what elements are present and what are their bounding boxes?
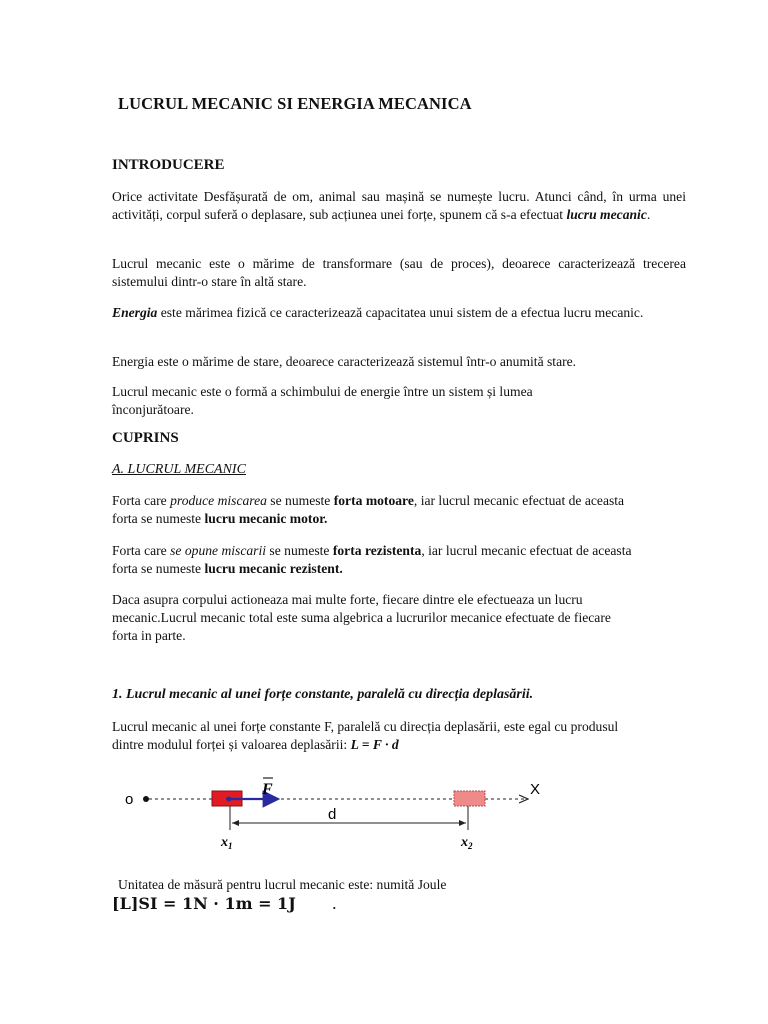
- section-a-title: A. LUCRUL MECANIC: [112, 462, 246, 477]
- intro-paragraph-2: Lucrul mecanic este o mărime de transformare (sau de proces), deoarece caracterizează trecerea sistemului dintr-o stare în altă stare.: [112, 256, 686, 289]
- section-1-paragraph: [112, 718, 632, 754]
- intro-p3-emphasis: Energia: [112, 305, 158, 320]
- cuprins-heading: CUPRINS: [112, 430, 179, 446]
- intro-paragraph-3: [112, 304, 654, 322]
- cuprins-p2-t2: se numeste: [266, 543, 333, 558]
- cuprins-p2-italic: se opune miscarii: [170, 543, 267, 558]
- cuprins-p2-bold-2: lucru mecanic rezistent.: [204, 561, 343, 576]
- distance-label: d: [328, 806, 337, 823]
- x2-label: $x_2$: [461, 835, 473, 851]
- cuprins-p1-t3: , iar lucrul mecanic efectuat de aceasta forta se numeste: [112, 493, 625, 526]
- unit-formula: [112, 894, 337, 913]
- unit-formula-text: [L]SI = 1N · 1m = 1J: [112, 894, 296, 913]
- cuprins-p1-bold-1: forta motoare: [333, 493, 414, 508]
- cuprins-paragraph-3: Daca asupra corpului actioneaza mai multe forte, fiecare dintre ele efectueaza un lucru mecanic.Lucrul mecanic total este suma algebrica a lucrurilor mecanice efectuate de fiecare forta in parte.: [112, 592, 611, 643]
- section-1-heading: 1. Lucrul mecanic al unei forțe constante, paralelă cu direcția deplasării.: [112, 687, 534, 702]
- intro-p1-emphasis: lucru mecanic: [566, 207, 647, 222]
- intro-heading: INTRODUCERE: [112, 157, 225, 173]
- intro-paragraph-4: Energia este o mărime de stare, deoarece caracterizează sistemul într-o anumită stare.: [112, 354, 577, 369]
- cuprins-p1-bold-2: lucru mecanic motor.: [204, 511, 328, 526]
- intro-p3-text: este mărimea fizică ce caracterizează capacitatea unui sistem de a efectua lucru mecanic.: [157, 305, 644, 320]
- force-label: F: [262, 781, 273, 798]
- work-diagram: [120, 772, 560, 856]
- origin-dot: [143, 796, 149, 802]
- intro-paragraph-5: Lucrul mecanic este o formă a schimbului de energie între un sistem și lumea înconjurătoare.: [112, 384, 533, 417]
- intro-p1-text: Orice activitate Desfășurată de om, animal sau mașină se numește lucru. Atunci când, în urma unei activități, corpul suferă o deplasare, sub acțiunea unei forțe, spunem că s-a efectuat: [112, 189, 686, 222]
- cuprins-p1-t2: se numeste: [266, 493, 334, 508]
- x1-label: $x_1$: [221, 835, 233, 851]
- cuprins-p1-italic: produce miscarea: [170, 493, 267, 508]
- cuprins-paragraph-1: [112, 492, 652, 528]
- unit-description: Unitatea de măsură pentru lucrul mecanic este: numită Joule: [118, 877, 447, 892]
- force-origin-dot: [227, 797, 232, 802]
- cuprins-p2-t1: Forta care: [112, 543, 171, 558]
- cuprins-paragraph-2: [112, 542, 652, 578]
- page-title: LUCRUL MECANIC SI ENERGIA MECANICA: [118, 94, 472, 113]
- work-formula: L = F · d: [350, 737, 399, 752]
- origin-label: o: [125, 791, 134, 808]
- intro-p1-end: .: [646, 207, 651, 222]
- cuprins-p2-bold-1: forta rezistenta: [332, 543, 422, 558]
- block-final: [454, 791, 485, 806]
- section-1-text: Lucrul mecanic al unei forțe constante F, paralelă cu direcția deplasării, este egal cu produsul dintre modulul forței și valoarea deplasării:: [112, 719, 619, 752]
- unit-formula-trailing: .: [331, 894, 337, 913]
- intro-paragraph-1: [112, 188, 686, 224]
- cuprins-p1-t1: Forta care: [112, 493, 171, 508]
- cuprins-p2-t3: , iar lucrul mecanic efectuat de aceasta forta se numeste: [112, 543, 632, 576]
- axis-label: X: [530, 781, 541, 798]
